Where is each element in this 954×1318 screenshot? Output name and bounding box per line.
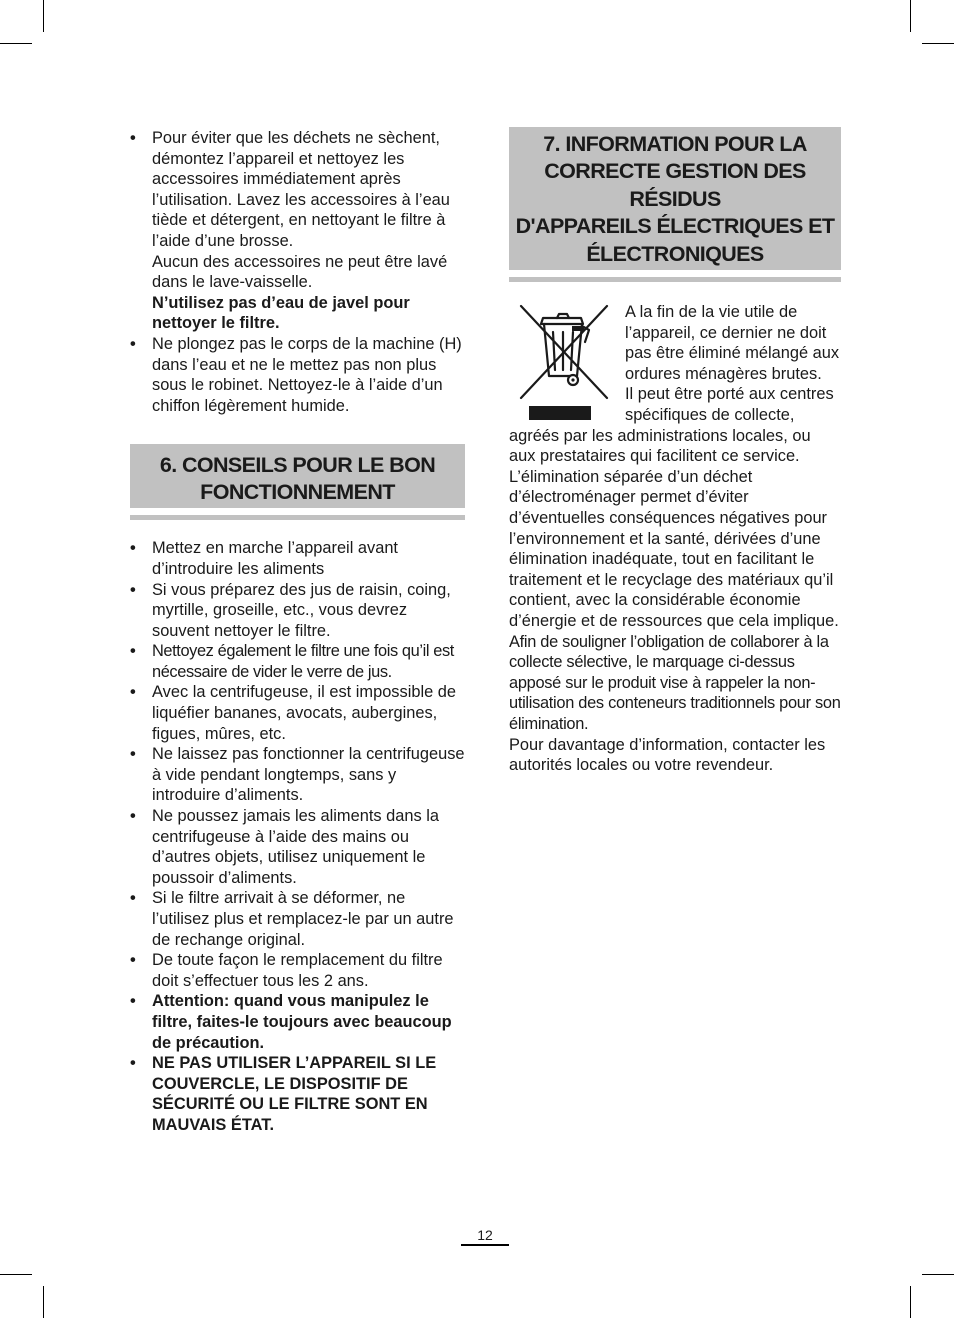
weee-paragraph: L’élimination séparée d’un déchet d’électroménager permet d’éviter d’éventuelles conséquences négatives pour l’environnement et la santé, dérivées d’une élimination inadéquate, tout en facilitant le traitement et le recyclage des matériaux qu’il contient, avec la considérable économie d’énergie et de ressources que cela implique. bbox=[509, 467, 839, 630]
list-item: • Si vous préparez des jus de raisin, coing, myrtille, groseille, etc., vous devrez souvent nettoyer le filtre. bbox=[130, 580, 465, 642]
section-7-title-line: ÉLECTRONIQUES bbox=[586, 241, 764, 266]
list-item bbox=[130, 334, 465, 416]
list-item-text: Ne plongez pas le corps de la machine (H) dans l’eau et ne le mettez pas non plus sous le robinet. Nettoyez-le à l’aide d’un chiffon légèrement humide. bbox=[152, 334, 462, 415]
list-item: • Nettoyez également le filtre une fois qu’il est nécessaire de vider le verre de jus. bbox=[130, 641, 465, 682]
list-item: • Mettez en marche l’appareil avant d’introduire les aliments bbox=[130, 538, 465, 579]
tips-bullet-list bbox=[130, 538, 465, 1135]
section-7-body bbox=[509, 302, 841, 776]
page-number: 12 bbox=[461, 1226, 509, 1246]
section-7-title-line: D'APPAREILS ÉLECTRIQUES ET bbox=[515, 214, 835, 239]
crop-mark bbox=[43, 1286, 44, 1318]
weee-paragraph: Afin de souligner l’obligation de collaborer à la collecte sélective, le marquage ci-dessus apposé sur le produit vise à rappeler la non-utilisation des conteneurs traditionnels pour son élimination. bbox=[509, 632, 841, 733]
list-item: • Si le filtre arrivait à se déformer, ne l’utilisez plus et remplacez-le par un autre de rechange original. bbox=[130, 888, 465, 950]
section-7-heading bbox=[509, 127, 841, 270]
crop-mark bbox=[0, 1274, 32, 1275]
section-6-heading bbox=[130, 444, 465, 508]
crossed-out-wheelie-bin-icon bbox=[515, 302, 615, 420]
crop-mark bbox=[922, 1274, 954, 1275]
section-6-title-line: FONCTIONNEMENT bbox=[200, 480, 395, 505]
cleaning-bullet-list bbox=[130, 128, 465, 416]
list-item: • Avec la centrifugeuse, il est impossible de liquéfier bananes, avocats, aubergines, figues, mûres, etc. bbox=[130, 682, 465, 744]
heading-rule bbox=[130, 515, 465, 520]
weee-paragraph: Pour davantage d’information, contacter les autorités locales ou votre revendeur. bbox=[509, 735, 826, 775]
section-7-title-line: CORRECTE GESTION DES RÉSIDUS bbox=[544, 159, 806, 211]
list-item: • Ne poussez jamais les aliments dans la centrifugeuse à l’aide des mains ou d’autres objets, utilisez uniquement le poussoir d’aliments. bbox=[130, 806, 465, 888]
section-7-title-line: 7. INFORMATION POUR LA bbox=[543, 132, 807, 156]
crop-mark bbox=[43, 0, 44, 32]
list-item-note: Aucun des accessoires ne peut être lavé dans le lave-vaisselle. bbox=[152, 252, 448, 292]
safety-warning-item: • NE PAS UTILISER L’APPAREIL SI LE COUVERCLE, LE DISPOSITIF DE SÉCURITÉ OU LE FILTRE SONT EN MAUVAIS ÉTAT. bbox=[130, 1053, 465, 1135]
weee-paragraph: Il peut être porté aux centres spécifiques de collecte, agréés par les administrations locales, ou aux prestataires qui facilitent ce service. bbox=[509, 385, 834, 466]
crop-mark bbox=[910, 1286, 911, 1318]
weee-paragraph: A la fin de la vie utile de l’appareil, ce dernier ne doit pas être éliminé mélangé aux ordures ménagères brutes. bbox=[625, 303, 840, 383]
crop-mark bbox=[922, 43, 954, 44]
crop-mark bbox=[0, 43, 32, 44]
list-item bbox=[130, 128, 465, 334]
attention-item: • Attention: quand vous manipulez le filtre, faites-le toujours avec beaucoup de précaution. bbox=[130, 991, 465, 1053]
left-column bbox=[130, 128, 465, 1136]
heading-rule bbox=[509, 277, 841, 282]
list-item: • De toute façon le remplacement du filtre doit s’effectuer tous les 2 ans. bbox=[130, 950, 465, 991]
right-column bbox=[509, 127, 841, 776]
section-6-title-line: 6. CONSEILS POUR LE BON bbox=[159, 453, 436, 478]
crop-mark bbox=[910, 0, 911, 32]
bleach-warning: N’utilisez pas d’eau de javel pour nettoyer le filtre. bbox=[152, 293, 410, 333]
list-item-text: Pour éviter que les déchets ne sèchent, démontez l’appareil et nettoyez les accessoires immédiatement après l’utilisation. Lavez les accessoires à l’eau tiède et détergent, en nettoyant le filtre à l’aide d’une brosse. bbox=[152, 129, 450, 250]
list-item: • Ne laissez pas fonctionner la centrifugeuse à vide pendant longtemps, sans y introduire d’aliments. bbox=[130, 744, 465, 806]
